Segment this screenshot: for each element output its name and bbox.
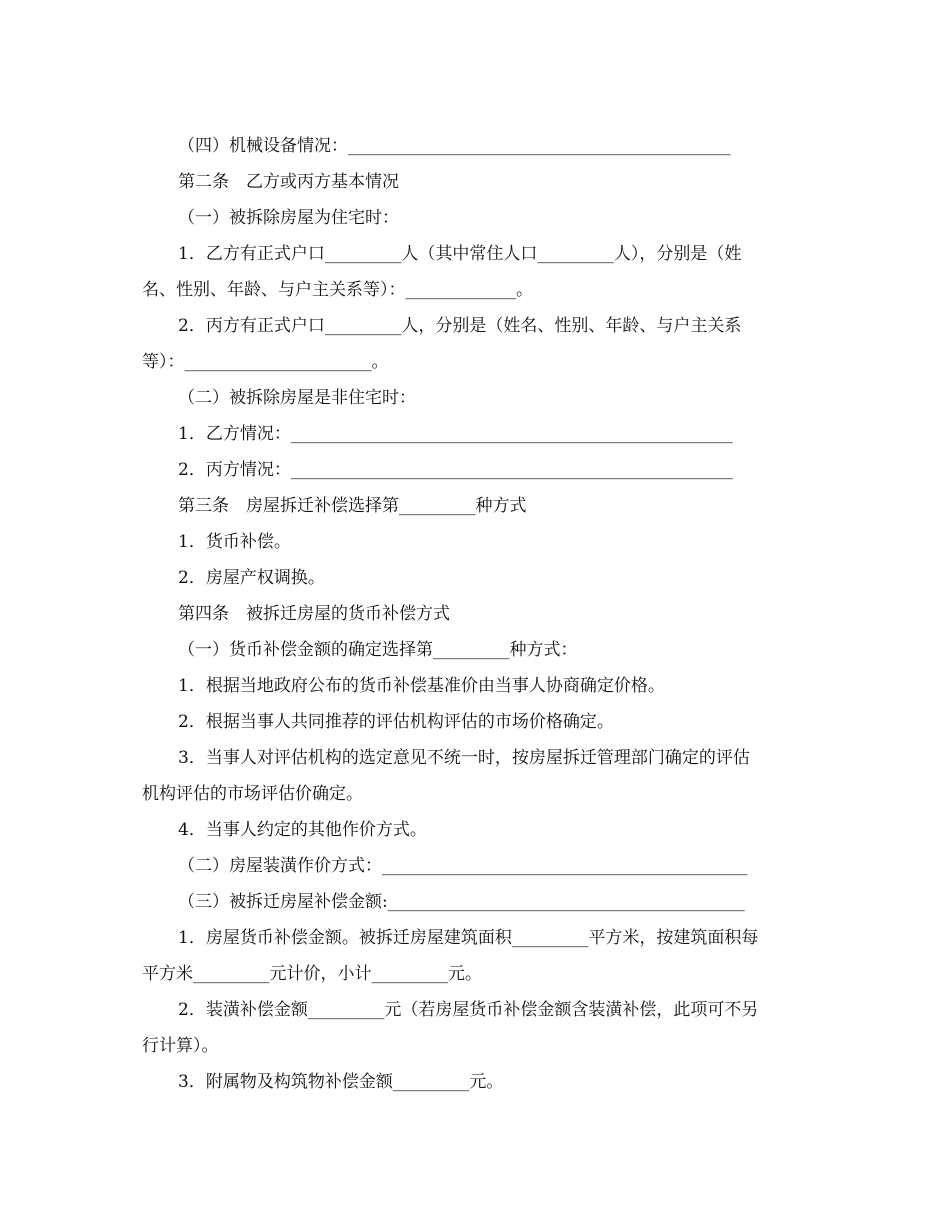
- text-line: （二）被拆除房屋是非住宅时：: [178, 388, 416, 408]
- text-line: 4．当事人约定的其他作价方式。: [178, 820, 427, 840]
- article-heading: 第四条 被拆迁房屋的货币补偿方式: [178, 604, 450, 624]
- text-line: 平方米_________元计价，小计_________元。: [142, 964, 482, 984]
- text-line: 1．乙方情况：____________________________________________________: [178, 424, 733, 444]
- text-line: 行计算）。: [142, 1036, 219, 1056]
- text-line: 1．货币补偿。: [178, 532, 291, 552]
- article-heading: 第三条 房屋拆迁补偿选择第_________种方式: [178, 496, 527, 516]
- text-line: 2．丙方有正式户口_________人，分别是（姓名、性别、年龄、与户主关系: [178, 316, 742, 336]
- text-line: 等）：______________________。: [142, 352, 389, 372]
- text-line: 2．房屋产权调换。: [178, 568, 325, 588]
- text-line: 3．当事人对评估机构的选定意见不统一时，按房屋拆迁管理部门确定的评估: [178, 748, 750, 768]
- text-line: 1．根据当地政府公布的货币补偿基准价由当事人协商确定价格。: [178, 676, 665, 696]
- text-line: 1．乙方有正式户口_________人（其中常住人口_________人），分别是（姓: [178, 244, 742, 264]
- article-heading: 第二条 乙方或丙方基本情况: [178, 172, 399, 192]
- document-body: [142, 128, 806, 1100]
- text-line: （二）房屋装潢作价方式：___________________________________________: [178, 856, 748, 876]
- text-line: 2．装潢补偿金额_________元（若房屋货币补偿金额含装潢补偿，此项可不另: [178, 1000, 759, 1020]
- text-line: （一）被拆除房屋为住宅时：: [178, 208, 399, 228]
- text-line: 2．丙方情况：____________________________________________________: [178, 460, 733, 480]
- text-line: 2．根据当事人共同推荐的评估机构评估的市场价格确定。: [178, 712, 614, 732]
- text-line: （三）被拆迁房屋补偿金额:__________________________________________: [178, 892, 745, 912]
- text-line: 机构评估的市场评估价确定。: [142, 784, 363, 804]
- text-line: （四）机械设备情况：_____________________________________________: [178, 136, 731, 156]
- text-line: （一）货币补偿金额的确定选择第_________种方式：: [178, 640, 578, 660]
- text-line: 名、性别、年龄、与户主关系等）：_____________。: [142, 280, 533, 300]
- text-line: 3．附属物及构筑物补偿金额_________元。: [178, 1072, 504, 1092]
- text-line: 1．房屋货币补偿金额。被拆迁房屋建筑面积_________平方米，按建筑面积每: [178, 928, 759, 948]
